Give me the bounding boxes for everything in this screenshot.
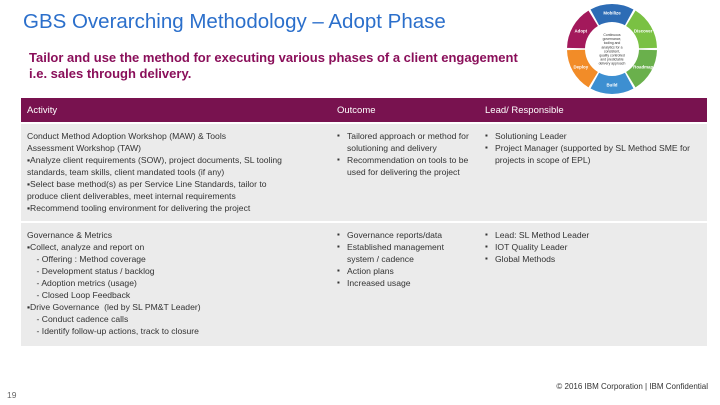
outcome-cell: [331, 223, 479, 346]
outcome-item: ▪ Action plans: [337, 265, 473, 277]
activity-cell: [21, 124, 331, 221]
cycle-label-roadmap: Roadmap: [633, 64, 654, 70]
table-row: [21, 122, 707, 221]
lead-item: ▪ Project Manager (supported by SL Method SME for projects in scope of EPL): [485, 142, 701, 166]
activity-line: - Adoption metrics (usage): [27, 278, 137, 288]
lead-item: ▪ Lead: SL Method Leader: [485, 229, 701, 241]
activity-line: standards, team skills, client mandated tools (if any): [27, 167, 225, 177]
cycle-label-build: Build: [606, 82, 618, 88]
activity-line: Assessment Workshop (TAW): [27, 143, 141, 153]
cycle-label-mobilize: Mobilize: [603, 10, 621, 16]
lead-item: ▪ Global Methods: [485, 253, 701, 265]
outcome-item: ▪ Established management system / cadence: [337, 241, 473, 265]
cycle-label-deploy: Deploy: [573, 64, 589, 70]
header-lead: Lead/ Responsible: [485, 104, 564, 116]
slide-title: GBS Overarching Methodology – Adopt Phase: [23, 10, 446, 33]
outcome-item: ▪ Governance reports/data: [337, 229, 473, 241]
activity-line: ▪Drive Governance (led by SL PM&T Leader): [27, 302, 201, 312]
header-outcome: Outcome: [337, 104, 376, 116]
lead-cell: [479, 124, 707, 221]
activity-line: produce client deliverables, meet internal requirements: [27, 191, 236, 201]
activity-line: - Identify follow-up actions, track to closure: [27, 326, 199, 336]
header-activity: Activity: [27, 104, 58, 116]
cycle-center-text: Continuous governance, tooling and analytics for a consistent, quality controlled and predictable delivery approach: [598, 33, 626, 66]
activity-line: ▪Collect, analyze and report on: [27, 242, 145, 252]
activity-table: [21, 98, 707, 346]
activity-line: ▪Analyze client requirements (SOW), project documents, SL tooling: [27, 155, 282, 165]
activity-line: ▪Recommend tooling environment for delivering the project: [27, 203, 251, 213]
table-header: [21, 98, 707, 122]
copyright-footer: © 2016 IBM Corporation | IBM Confidential: [556, 382, 708, 391]
table-row: [21, 221, 707, 346]
slide-subtitle: Tailor and use the method for executing various phases of a client engagement i.e. sales through delivery.: [29, 50, 518, 81]
activity-line: - Closed Loop Feedback: [27, 290, 131, 300]
activity-line: - Offering : Method coverage: [27, 254, 146, 264]
lead-item: ▪ IOT Quality Leader: [485, 241, 701, 253]
lead-item: ▪ Solutioning Leader: [485, 130, 701, 142]
methodology-cycle-diagram: [556, 0, 668, 98]
outcome-item: ▪ Recommendation on tools to be used for delivering the project: [337, 154, 473, 178]
cycle-label-discover: Discover: [633, 28, 653, 34]
cycle-label-adopt: Adopt: [574, 28, 588, 34]
outcome-item: ▪ Increased usage: [337, 277, 473, 289]
activity-line: Governance & Metrics: [27, 230, 113, 240]
activity-cell: [21, 223, 331, 346]
outcome-cell: [331, 124, 479, 221]
lead-cell: [479, 223, 707, 346]
activity-line: Conduct Method Adoption Workshop (MAW) & Tools: [27, 131, 227, 141]
page-number: 19: [7, 390, 17, 400]
activity-line: - Development status / backlog: [27, 266, 155, 276]
activity-line: ▪Select base method(s) as per Service Line Standards, tailor to: [27, 179, 267, 189]
activity-line: - Conduct cadence calls: [27, 314, 129, 324]
outcome-item: ▪ Tailored approach or method for solutioning and delivery: [337, 130, 473, 154]
